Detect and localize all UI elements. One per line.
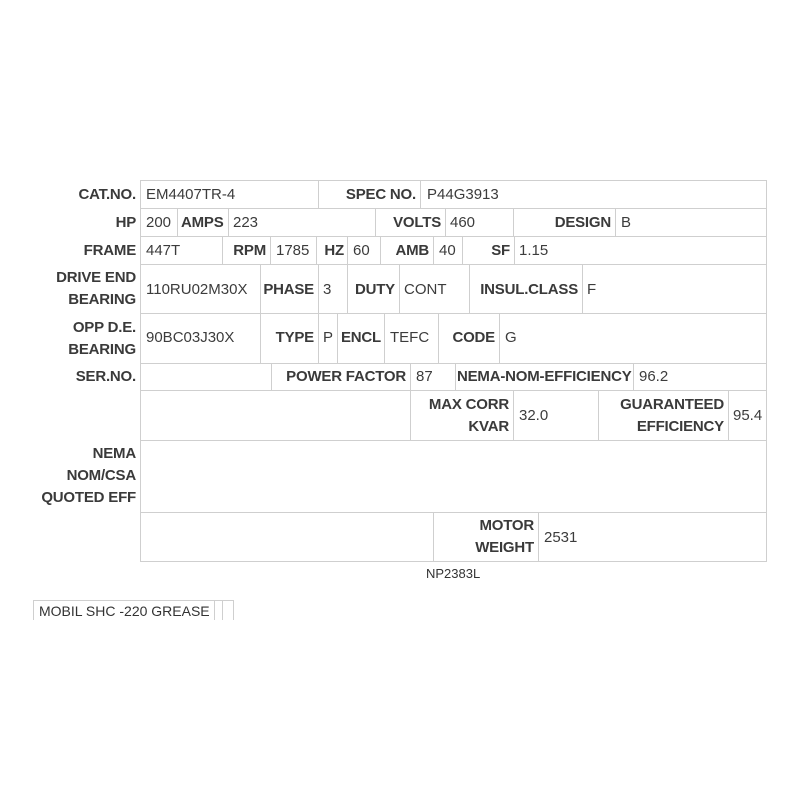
row-divider (140, 440, 767, 441)
opp-de-bearing-label-line1: OPP D.E. (72, 319, 136, 336)
max-corr-kvar-label-line1: MAX CORR (428, 396, 509, 413)
encl-value: TEFC (390, 329, 430, 346)
cell-divider (337, 313, 338, 363)
phase-value: 3 (323, 281, 332, 298)
max-corr-kvar-label-line2: KVAR (468, 418, 509, 435)
cell-divider (633, 363, 634, 390)
amps-label: AMPS (181, 214, 224, 231)
design-value: B (621, 214, 632, 231)
cat-no-value: EM4407TR-4 (146, 186, 236, 203)
type-value: P (323, 329, 334, 346)
cat-no-label: CAT.NO. (78, 186, 136, 203)
cell-divider (513, 208, 514, 236)
cell-divider (384, 313, 385, 363)
nema-nom-efficiency-value: 96.2 (639, 368, 669, 385)
cell-divider (469, 264, 470, 313)
lubricant-text: MOBIL SHC -220 GREASE (39, 603, 210, 619)
hz-label: HZ (324, 242, 344, 259)
volts-value: 460 (450, 214, 476, 231)
volts-label: VOLTS (393, 214, 441, 231)
cell-divider (316, 236, 317, 264)
amb-value: 40 (439, 242, 456, 259)
drive-end-bearing-value: 110RU02M30X (146, 281, 248, 298)
lubricant-box (33, 600, 234, 620)
motor-weight-label-line2: WEIGHT (475, 539, 534, 556)
cell-divider (222, 236, 223, 264)
duty-value: CONT (404, 281, 447, 298)
nema-csa-quoted-eff-label-line2: NOM/CSA (66, 467, 136, 484)
code-value: G (505, 329, 517, 346)
cell-divider (728, 390, 729, 440)
lubricant-divider (214, 600, 215, 620)
cell-divider (270, 236, 271, 264)
hz-value: 60 (353, 242, 370, 259)
cell-divider (318, 264, 319, 313)
power-factor-value: 87 (416, 368, 433, 385)
cell-divider (598, 390, 599, 440)
cell-divider (260, 264, 261, 313)
cell-divider (318, 180, 319, 208)
sf-value: 1.15 (519, 242, 549, 259)
drive-end-bearing-label-line2: BEARING (68, 291, 136, 308)
hp-label: HP (115, 214, 136, 231)
nema-csa-quoted-eff-label-line1: NEMA (92, 445, 136, 462)
guaranteed-efficiency-label-line2: EFFICIENCY (636, 418, 724, 435)
nameplate-grid (140, 180, 767, 562)
cell-divider (438, 313, 439, 363)
opp-de-bearing-value: 90BC03J30X (146, 329, 235, 346)
cell-divider (538, 512, 539, 562)
cell-divider (499, 313, 500, 363)
cell-divider (399, 264, 400, 313)
rpm-value: 1785 (276, 242, 310, 259)
cell-divider (410, 390, 411, 440)
spec-no-label: SPEC NO. (345, 186, 416, 203)
power-factor-label: POWER FACTOR (286, 368, 406, 385)
amb-label: AMB (395, 242, 429, 259)
guaranteed-efficiency-label-line1: GUARANTEED (620, 396, 724, 413)
cell-divider (347, 264, 348, 313)
frame-value: 447T (146, 242, 181, 259)
frame-label: FRAME (83, 242, 136, 259)
row-divider (140, 512, 767, 513)
cell-divider (433, 236, 434, 264)
ser-no-label: SER.NO. (75, 368, 136, 385)
row-divider (140, 264, 767, 265)
cell-divider (513, 390, 514, 440)
row-divider (140, 236, 767, 237)
cell-divider (380, 236, 381, 264)
insul-class-value: F (587, 281, 597, 298)
row-divider (140, 363, 767, 364)
cell-divider (177, 208, 178, 236)
row-divider (140, 313, 767, 314)
code-label: CODE (452, 329, 495, 346)
row-divider (140, 390, 767, 391)
nema-csa-quoted-eff-label-line3: QUOTED EFF (41, 489, 136, 506)
cell-divider (347, 236, 348, 264)
cell-divider (455, 363, 456, 390)
phase-label: PHASE (263, 281, 314, 298)
drive-end-bearing-label-line1: DRIVE END (56, 269, 136, 286)
nameplate-id: NP2383L (426, 566, 481, 581)
cell-divider (462, 236, 463, 264)
spec-no-value: P44G3913 (427, 186, 499, 203)
sf-label: SF (491, 242, 510, 259)
cell-divider (420, 180, 421, 208)
guaranteed-efficiency-value: 95.4 (733, 407, 763, 424)
cell-divider (615, 208, 616, 236)
cell-divider (582, 264, 583, 313)
cell-divider (445, 208, 446, 236)
cell-divider (318, 313, 319, 363)
hp-value: 200 (146, 214, 172, 231)
lubricant-divider (222, 600, 223, 620)
cell-divider (375, 208, 376, 236)
cell-divider (228, 208, 229, 236)
nema-nom-efficiency-label: NEMA-NOM-EFFICIENCY (457, 368, 632, 385)
row-divider (140, 208, 767, 209)
motor-weight-label-line1: MOTOR (479, 517, 534, 534)
motor-weight-value: 2531 (544, 529, 578, 546)
opp-de-bearing-label-line2: BEARING (68, 341, 136, 358)
type-label: TYPE (275, 329, 314, 346)
duty-label: DUTY (354, 281, 395, 298)
cell-divider (433, 512, 434, 562)
insul-class-label: INSUL.CLASS (480, 281, 578, 298)
cell-divider (410, 363, 411, 390)
design-label: DESIGN (554, 214, 611, 231)
amps-value: 223 (233, 214, 259, 231)
cell-divider (514, 236, 515, 264)
cell-divider (260, 313, 261, 363)
encl-label: ENCL (340, 329, 381, 346)
rpm-label: RPM (233, 242, 266, 259)
max-corr-kvar-value: 32.0 (519, 407, 549, 424)
cell-divider (271, 363, 272, 390)
